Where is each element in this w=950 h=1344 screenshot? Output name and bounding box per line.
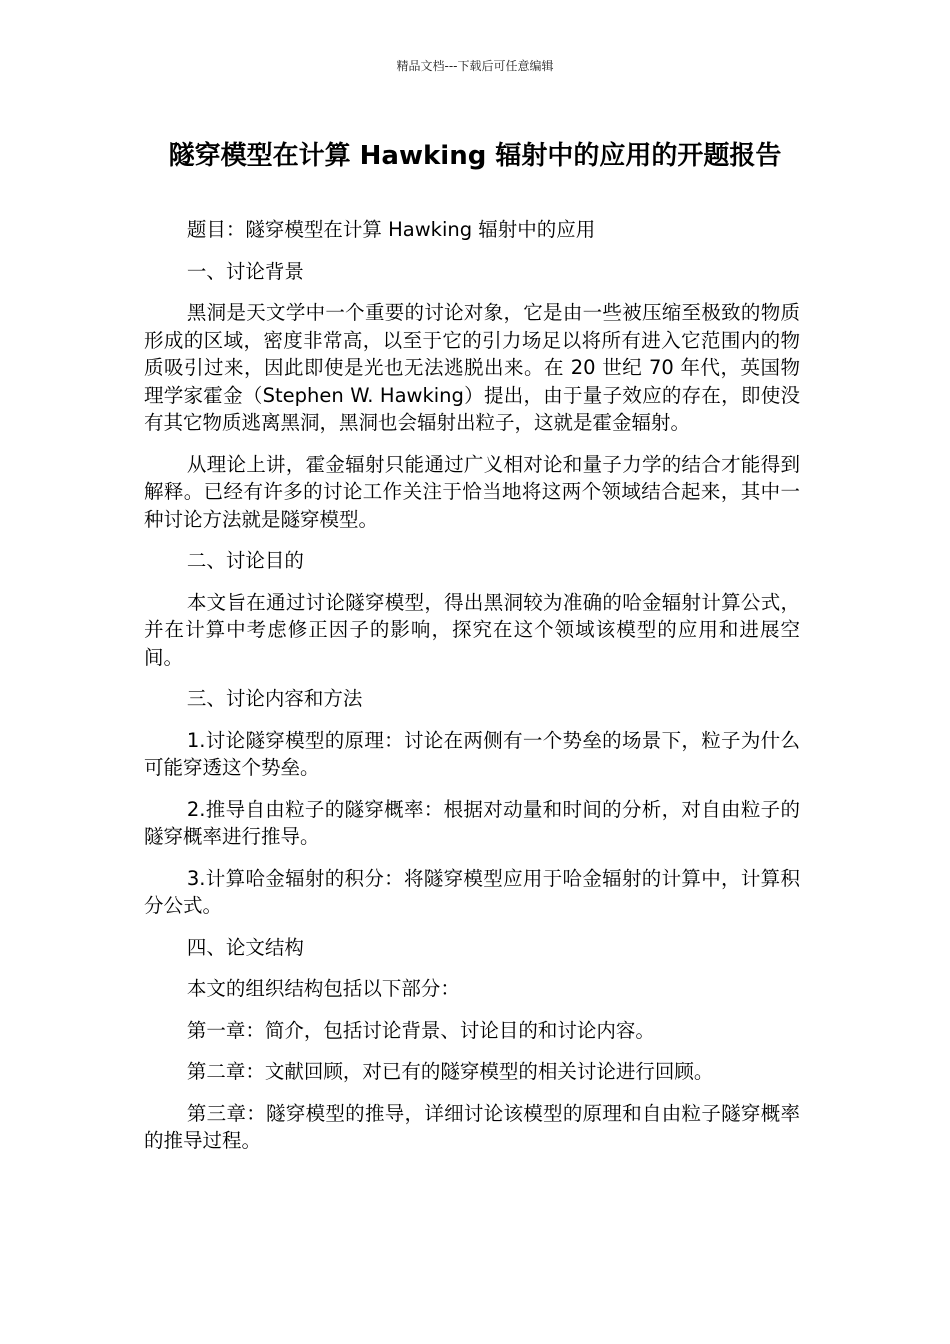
chapter-item-1: 第一章：简介，包括讨论背景、讨论目的和讨论内容。 bbox=[186, 1018, 655, 1042]
chapter-item-2: 第二章：文献回顾，对已有的隧穿模型的相关讨论进行回顾。 bbox=[186, 1060, 714, 1083]
paragraph-background-1: 黑洞是天文学中一个重要的讨论对象，它是由一些被压缩至极致的物质形成的区域，密度非常高，以至于它的引力场足以将所有进入它范围内的物质吸引过来，因此即使是光也无法逃脱出来。在 20 世纪 70 年代，英国物理学家霍金（Stephen W. Hawking）提出，由于量子效应的存在，即使没有其它物质逃离黑洞，黑洞也会辐射出粒子，这就是霍金辐射。 bbox=[144, 301, 800, 434]
paragraph-purpose: 本文旨在通过讨论隧穿模型，得出黑洞较为准确的哈金辐射计算公式，并在计算中考虑修正因子的影响，探究在这个领域该模型的应用和进展空间。 bbox=[144, 590, 800, 669]
topic-line: 题目：隧穿模型在计算 Hawking 辐射中的应用 bbox=[186, 218, 596, 241]
paragraph-background-2: 从理论上讲，霍金辐射只能通过广义相对论和量子力学的结合才能得到解释。已经有许多的讨论工作关注于恰当地将这两个领域结合起来，其中一种讨论方法就是隧穿模型。 bbox=[144, 452, 800, 531]
method-item-2: 2.推导自由粒子的隧穿概率：根据对动量和时间的分析，对自由粒子的隧穿概率进行推导。 bbox=[144, 797, 800, 848]
section-heading-purpose: 二、讨论目的 bbox=[186, 549, 304, 572]
method-item-3: 3.计算哈金辐射的积分：将隧穿模型应用于哈金辐射的计算中，计算积分公式。 bbox=[144, 866, 800, 917]
paragraph-structure-intro: 本文的组织结构包括以下部分： bbox=[186, 977, 460, 1000]
section-heading-methods: 三、讨论内容和方法 bbox=[186, 687, 363, 710]
method-item-1: 1.讨论隧穿模型的原理：讨论在两侧有一个势垒的场景下，粒子为什么可能穿透这个势垒。 bbox=[144, 728, 800, 779]
document-title: 隧穿模型在计算 Hawking 辐射中的应用的开题报告 bbox=[168, 141, 782, 171]
chapter-item-3: 第三章：隧穿模型的推导，详细讨论该模型的原理和自由粒子隧穿概率的推导过程。 bbox=[144, 1101, 800, 1152]
page-header: 精品文档---下载后可任意编辑 bbox=[396, 59, 554, 73]
section-heading-background: 一、讨论背景 bbox=[186, 259, 304, 283]
section-heading-structure: 四、论文结构 bbox=[186, 935, 304, 959]
document-body bbox=[144, 216, 800, 1169]
